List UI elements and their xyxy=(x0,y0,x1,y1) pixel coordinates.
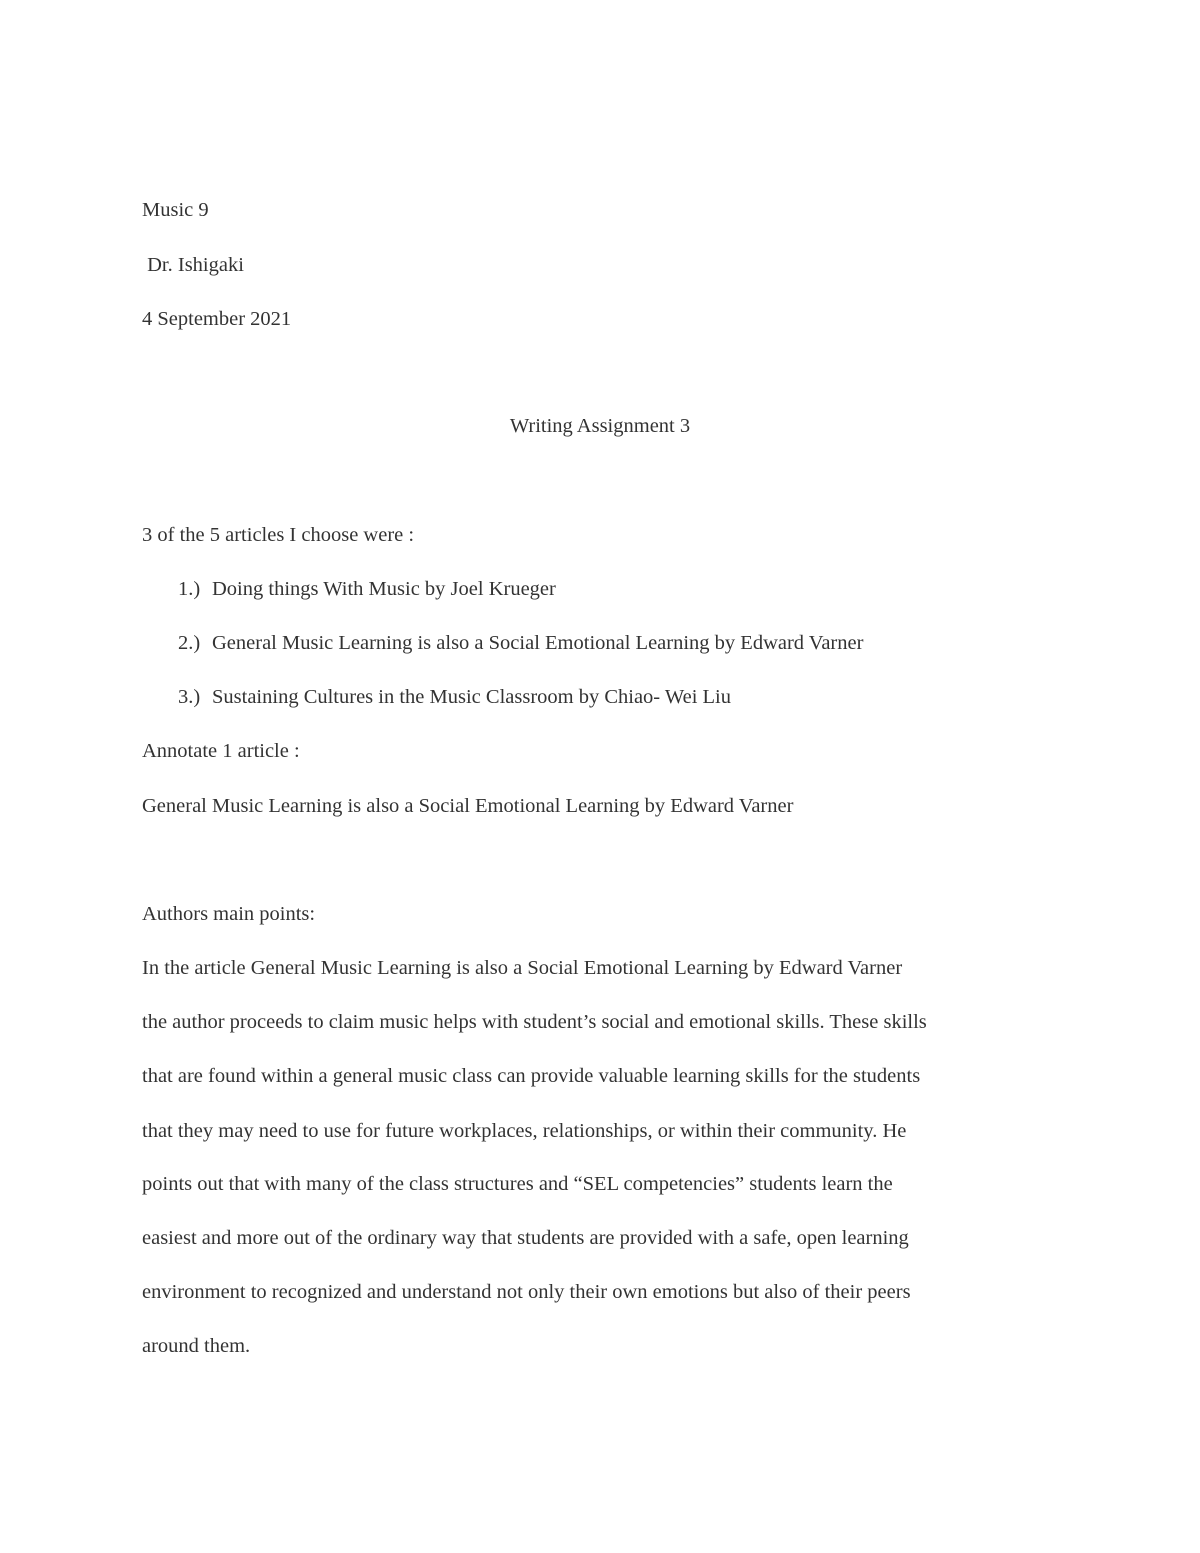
articles-intro: 3 of the 5 articles I choose were : xyxy=(142,524,415,546)
paragraph-line: around them. xyxy=(142,1335,251,1357)
list-item-text: Doing things With Music by Joel Krueger xyxy=(212,578,556,600)
list-number: 2.) xyxy=(178,632,201,654)
list-item-text: General Music Learning is also a Social Emotional Learning by Edward Varner xyxy=(212,632,864,654)
date: 4 September 2021 xyxy=(142,308,292,330)
annotate-label: Annotate 1 article : xyxy=(142,740,300,762)
page-title: Writing Assignment 3 xyxy=(509,415,691,437)
list-item xyxy=(178,577,556,601)
paragraph-line: In the article General Music Learning is also a Social Emotional Learning by Edward Varner xyxy=(142,957,903,979)
paragraph-line: environment to recognized and understand not only their own emotions but also of their peers xyxy=(142,1281,911,1303)
paragraph-line: the author proceeds to claim music helps with student’s social and emotional skills. These skills xyxy=(142,1011,927,1033)
list-item xyxy=(178,685,731,709)
annotated-article: General Music Learning is also a Social Emotional Learning by Edward Varner xyxy=(142,795,794,817)
paragraph-line: easiest and more out of the ordinary way that students are provided with a safe, open learning xyxy=(142,1227,909,1249)
paragraph-line: that they may need to use for future workplaces, relationships, or within their community. He xyxy=(142,1120,907,1142)
list-item xyxy=(178,631,863,655)
list-number: 3.) xyxy=(178,686,201,708)
instructor-name: Dr. Ishigaki xyxy=(142,254,244,276)
main-points-heading: Authors main points: xyxy=(142,903,316,925)
paragraph-line: points out that with many of the class structures and “SEL competencies” students learn the xyxy=(142,1173,893,1195)
paragraph-line: that are found within a general music class can provide valuable learning skills for the students xyxy=(142,1065,921,1087)
list-item-text: Sustaining Cultures in the Music Classroom by Chiao- Wei Liu xyxy=(212,686,731,708)
list-number: 1.) xyxy=(178,578,201,600)
course-name: Music 9 xyxy=(142,199,209,221)
